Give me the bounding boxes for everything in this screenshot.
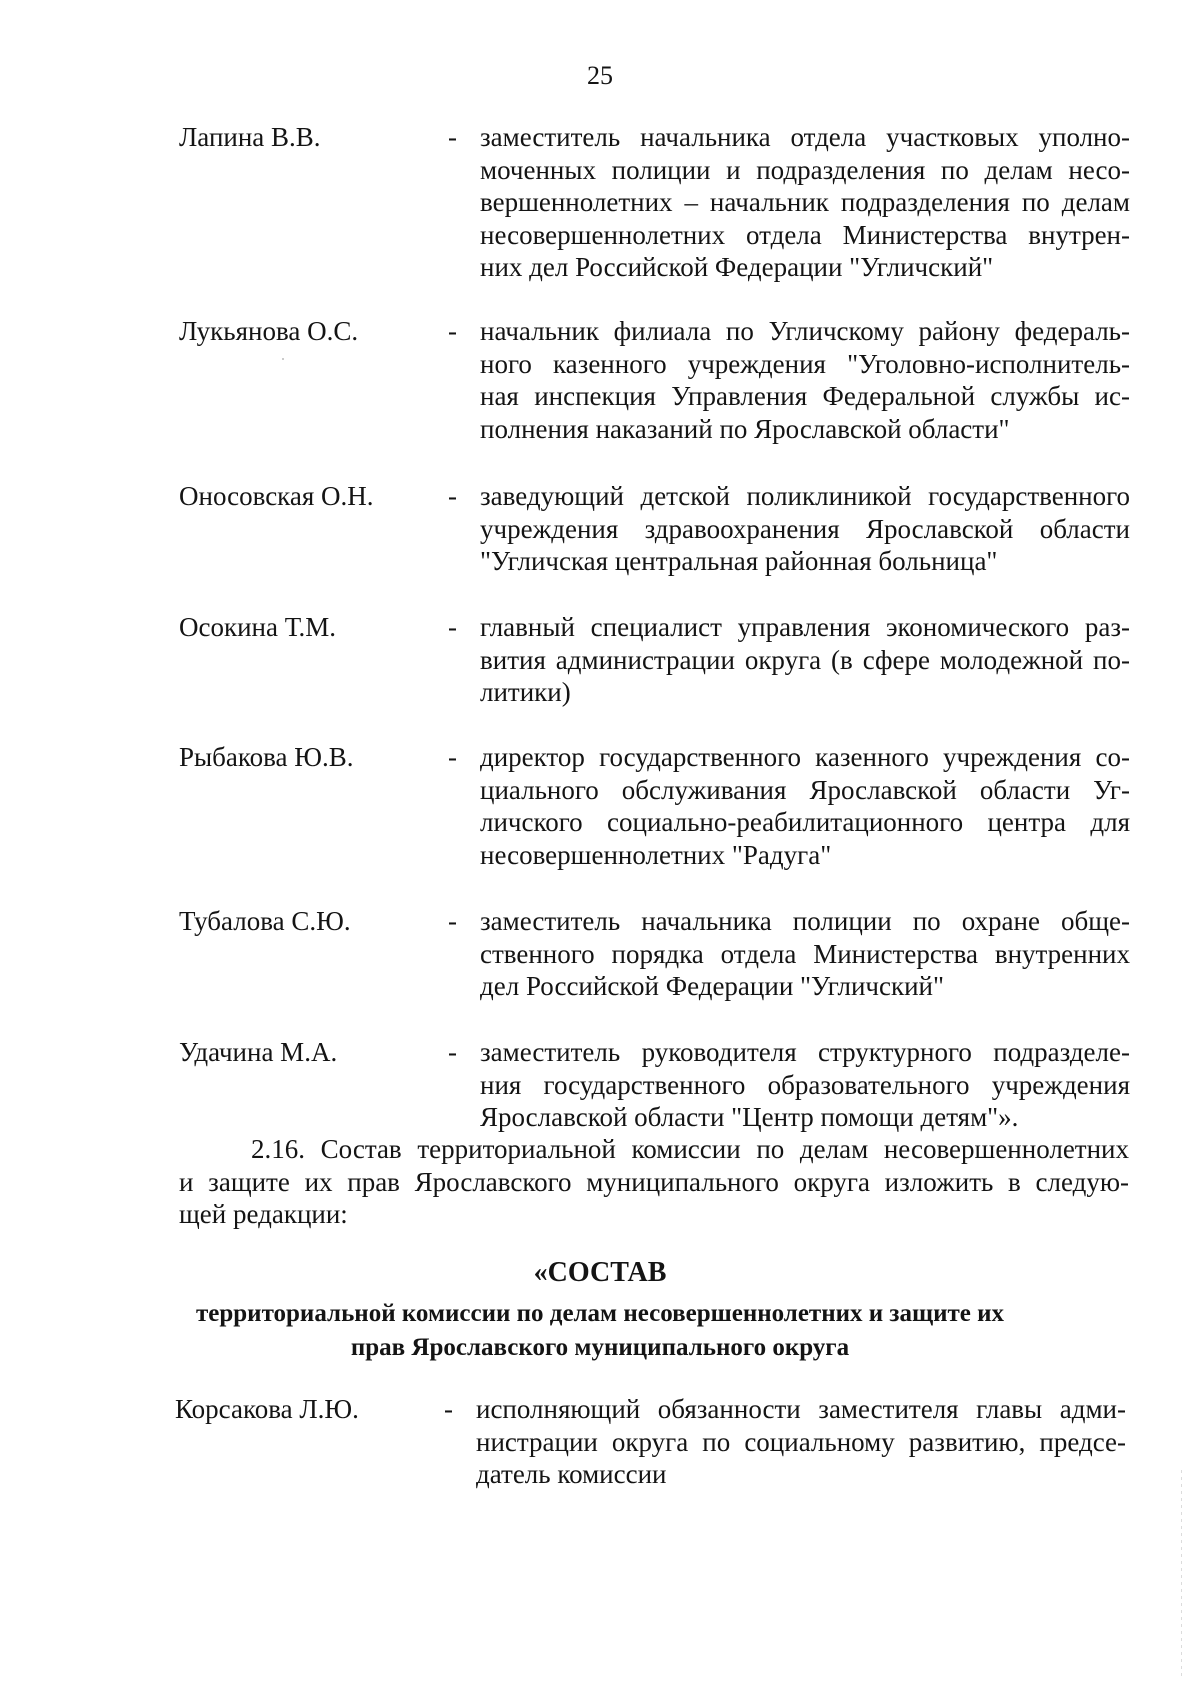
paragraph-line: и защите их прав Ярославского муниципального округа изложить в следую- xyxy=(179,1166,1129,1197)
position-line: вития администрации округа (в сфере молодежной по- xyxy=(480,644,1130,675)
clause-2-16-paragraph xyxy=(179,1133,1129,1231)
position-line: "Угличская центральная районная больница" xyxy=(480,546,998,576)
scan-speck xyxy=(282,358,284,360)
position-line: циального обслуживания Ярославской области Уг- xyxy=(480,774,1130,805)
member-dash: - xyxy=(448,1037,457,1067)
position-line: дел Российской Федерации "Угличский" xyxy=(480,971,945,1001)
position-line: заместитель начальника полиции по охране обще- xyxy=(480,906,1130,936)
member-position xyxy=(476,1393,1126,1491)
position-line: несовершеннолетних "Радуга" xyxy=(480,839,832,870)
member-name: Оносовская О.Н. xyxy=(179,481,374,511)
position-line: вершеннолетних – начальник подразделения по делам xyxy=(480,187,1130,217)
position-line: заместитель руководителя структурного подразделе- xyxy=(480,1037,1130,1067)
position-line: литики) xyxy=(480,677,571,707)
paragraph-line: 2.16. Состав территориальной комиссии по делам несовершеннолетних xyxy=(251,1134,1129,1164)
paragraph-line: щей редакции: xyxy=(179,1199,348,1229)
position-line: ного казенного учреждения "Уголовно-исполнитель- xyxy=(480,348,1130,379)
member-position xyxy=(480,1036,1130,1134)
member-name: Удачина М.А. xyxy=(179,1037,338,1067)
member-position xyxy=(480,315,1130,445)
member-name: Осокина Т.М. xyxy=(179,612,337,642)
page-number: 25 xyxy=(587,61,613,90)
member-name: Тубалова С.Ю. xyxy=(179,906,351,936)
member-dash: - xyxy=(448,316,457,346)
position-line: заместитель начальника отдела участковых уполно- xyxy=(480,122,1130,152)
position-line: начальник филиала по Угличскому району федераль- xyxy=(480,316,1130,346)
position-line: исполняющий обязанности заместителя главы адми- xyxy=(476,1394,1126,1424)
member-dash: - xyxy=(448,122,457,152)
position-line: учреждения здравоохранения Ярославской области xyxy=(480,513,1130,544)
position-line: нистрации округа по социальному развитию, предсе- xyxy=(476,1426,1126,1457)
member-position xyxy=(480,611,1130,709)
position-line: ственного порядка отдела Министерства внутренних xyxy=(480,938,1130,969)
member-position xyxy=(480,480,1130,578)
position-line: директор государственного казенного учреждения со- xyxy=(480,742,1130,772)
position-line: ная инспекция Управления Федеральной службы ис- xyxy=(480,381,1130,411)
position-line: заведующий детской поликлиникой государственного xyxy=(480,481,1130,511)
section-heading: «СОСТАВ xyxy=(533,1257,667,1288)
position-line: Ярославской области "Центр помощи детям"». xyxy=(480,1102,1019,1132)
position-line: них дел Российской Федерации "Угличский" xyxy=(480,252,994,282)
member-dash: - xyxy=(448,481,457,511)
member-position xyxy=(480,905,1130,1003)
member-name: Рыбакова Ю.В. xyxy=(179,742,354,772)
position-line: датель комиссии xyxy=(476,1459,667,1489)
position-line: главный специалист управления экономического раз- xyxy=(480,612,1130,642)
position-line: личского социально-реабилитационного центра для xyxy=(480,807,1130,837)
subheading-line: территориальной комиссии по делам несовершеннолетних и защите их xyxy=(195,1300,1005,1327)
member-dash: - xyxy=(448,742,457,772)
subheading-line: прав Ярославского муниципального округа xyxy=(350,1334,850,1361)
member-position xyxy=(480,741,1130,871)
member-name: Корсакова Л.Ю. xyxy=(175,1394,359,1424)
member-dash: - xyxy=(444,1394,453,1424)
section-subheading xyxy=(0,1297,1200,1365)
member-dash: - xyxy=(448,906,457,936)
member-position xyxy=(480,121,1130,284)
member-dash: - xyxy=(448,612,457,642)
position-line: полнения наказаний по Ярославской области" xyxy=(480,413,1010,444)
position-line: несовершеннолетних отдела Министерства внутрен- xyxy=(480,219,1130,250)
position-line: ния государственного образовательного учреждения xyxy=(480,1069,1130,1100)
position-line: моченных полиции и подразделения по делам несо- xyxy=(480,154,1130,185)
member-name: Лапина В.В. xyxy=(179,122,321,152)
member-name: Лукьянова О.С. xyxy=(179,316,359,346)
scan-edge-line xyxy=(1181,1470,1182,1680)
